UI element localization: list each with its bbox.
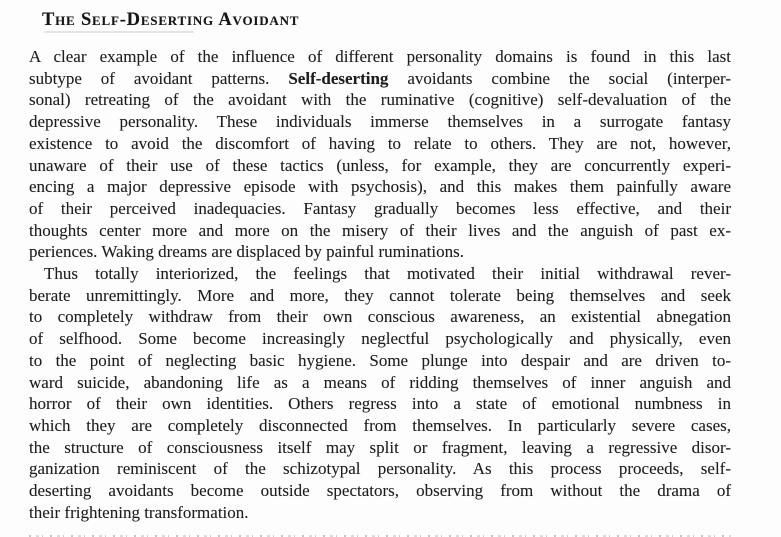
text-line: ganization reminiscent of the schizotypal personality. As this process proceeds, self- [29, 459, 731, 479]
text-line: thoughts center more and more on the misery of their lives and the anguish of past ex- [29, 220, 731, 240]
text-line: subtype of avoidant patterns. Self-deserting avoidants combine the social (interper- [29, 68, 731, 88]
text-line: periences. Waking dreams are displaced by painful ruminations. [29, 242, 464, 262]
paragraph [29, 46, 731, 263]
text-line: which they are completely disconnected from themselves. In particularly severe cases, [29, 415, 731, 435]
text-line: A clear example of the influence of different personality domains is found in this last [29, 47, 731, 66]
text-line: depressive personality. These individuals immerse themselves in a surrogate fantasy [29, 112, 731, 132]
text-line: of selfhood. Some become increasingly neglectful psychologically and physically, even [29, 329, 731, 349]
text-line: sonal) retreating of the avoidant with the ruminative (cognitive) self-devaluation of the [29, 90, 731, 110]
scan-smudge-artifact [44, 31, 194, 33]
text-line: existence to avoid the discomfort of having to relate to others. They are not, however, [29, 133, 731, 153]
text-line: unaware of their use of these tactics (unless, for example, they are concurrently experi- [29, 155, 731, 175]
text-line: horror of their own identities. Others regress into a state of emotional numbness in [29, 394, 731, 414]
text-line: encing a major depressive episode with psychosis), and this makes them painfully aware [29, 177, 731, 197]
clipped-next-line-artifact [29, 532, 731, 537]
text-line: Thus totally interiorized, the feelings that motivated their initial withdrawal rever- [44, 264, 731, 284]
text-line: to completely withdraw from their own conscious awareness, an existential abnegation [29, 307, 731, 327]
text-line: their frightening transformation. [29, 502, 249, 522]
text-line: ward suicide, abandoning life as a means of ridding themselves of inner anguish and [29, 372, 731, 392]
text-line: the structure of consciousness itself may split or fragment, leaving a regressive disor- [29, 437, 731, 457]
document-body [29, 46, 731, 523]
section-heading: The Self-Deserting Avoidant [42, 10, 300, 30]
text-line: to the point of neglecting basic hygiene. Some plunge into despair and are driven to- [29, 350, 731, 370]
text-line: berate unremittingly. More and more, they cannot tolerate being themselves and seek [29, 285, 731, 305]
text-line: deserting avoidants become outside spectators, observing from without the drama of [29, 481, 731, 501]
paragraph [29, 263, 731, 523]
text-line: of their perceived inadequacies. Fantasy gradually becomes less effective, and their [29, 198, 731, 218]
